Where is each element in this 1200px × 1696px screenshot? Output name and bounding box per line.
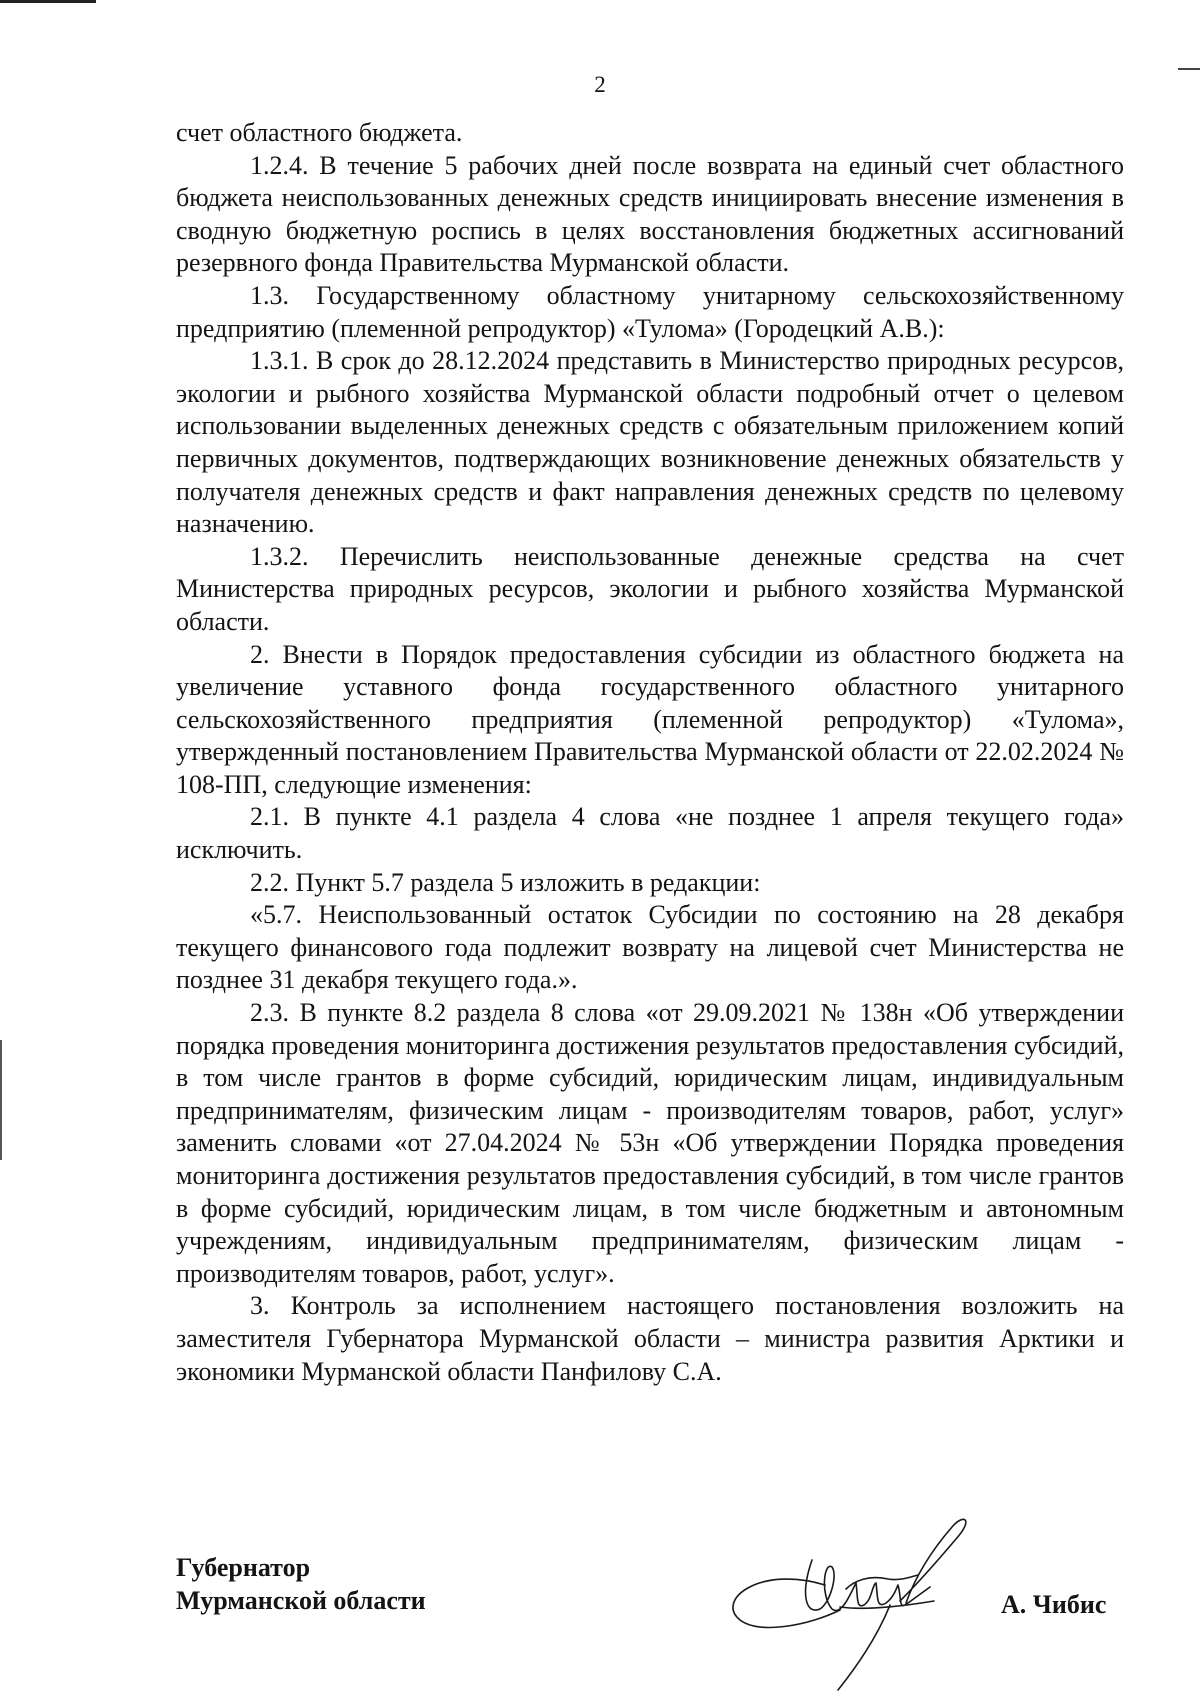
paragraph: 2.1. В пункте 4.1 раздела 4 слова «не позднее 1 апреля текущего года» исключить. [176,802,1124,865]
signatory-position: Губернатор [176,1553,311,1582]
page-number: 2 [594,72,606,97]
signatory-name: А. Чибис [1001,1590,1107,1619]
paragraph: 1.3.1. В срок до 28.12.2024 представить в Министерство природных ресурсов, экологии и рыбного хозяйства Мурманской области подробный отчет о целевом использовании выделенных денежных средств с обязательным приложением копий первичных документов, подтверждающих возникновение денежных обязательств у получателя денежных средств и факт направления денежных средств по целевому назначению. [176,346,1124,539]
paragraph: 2.3. В пункте 8.2 раздела 8 слова «от 29.09.2021 № 138н «Об утверждении порядка проведения мониторинга достижения результатов предоставления субсидий, в том числе грантов в форме субсидий, юридическим лицам, индивидуальным предпринимателям, физическим лицам - производителям товаров, работ, услуг» заменить словами «от 27.04.2024 № 53н «Об утверждении Порядка проведения мониторинга достижения результатов предоставления субсидий, в том числе грантов в форме субсидий, юридическим лицам, в том числе бюджетным и автономным учреждениям, индивидуальным предпринимателям, физическим лицам - производителям товаров, работ, услуг». [176,998,1124,1288]
paragraph: 1.3.2. Перечислить неиспользованные денежные средства на счет Министерства природных ресурсов, экологии и рыбного хозяйства Мурманской области. [176,541,1124,636]
paragraph: 1.2.4. В течение 5 рабочих дней после возврата на единый счет областного бюджета неиспользованных денежных средств инициировать внесение изменения в сводную бюджетную роспись в целях восстановления бюджетных ассигнований резервного фонда Правительства Мурманской области. [176,150,1124,278]
paragraph: «5.7. Неиспользованный остаток Субсидии по состоянию на 28 декабря текущего финансового года подлежит возврату на лицевой счет Министерства не позднее 31 декабря текущего года.». [176,900,1124,995]
signatory-region: Мурманской области [176,1586,426,1615]
signatory-title [176,1551,426,1617]
scan-edge-mark [1178,68,1200,70]
scan-edge-mark [0,1040,2,1160]
handwritten-signature [720,1505,980,1695]
paragraph: счет областного бюджета. [176,118,463,147]
paragraph: 1.3. Государственному областному унитарному сельскохозяйственному предприятию (племенной репродуктор) «Тулома» (Городецкий А.В.): [176,280,1124,343]
scan-edge-mark [0,0,96,3]
paragraph: 2.2. Пункт 5.7 раздела 5 изложить в редакции: [250,867,761,897]
paragraph: 2. Внести в Порядок предоставления субсидии из областного бюджета на увеличение уставного фонда государственного областного унитарного сельскохозяйственного предприятия (племенной репродуктор) «Тулома», утвержденный постановлением Правительства Мурманской области от 22.02.2024 № 108-ПП, следующие изменения: [176,639,1124,799]
paragraph: 3. Контроль за исполнением настоящего постановления возложить на заместителя Губернатора Мурманской области – министра развития Арктики и экономики Мурманской области Панфилову С.А. [176,1291,1124,1386]
document-body [176,117,1124,1388]
